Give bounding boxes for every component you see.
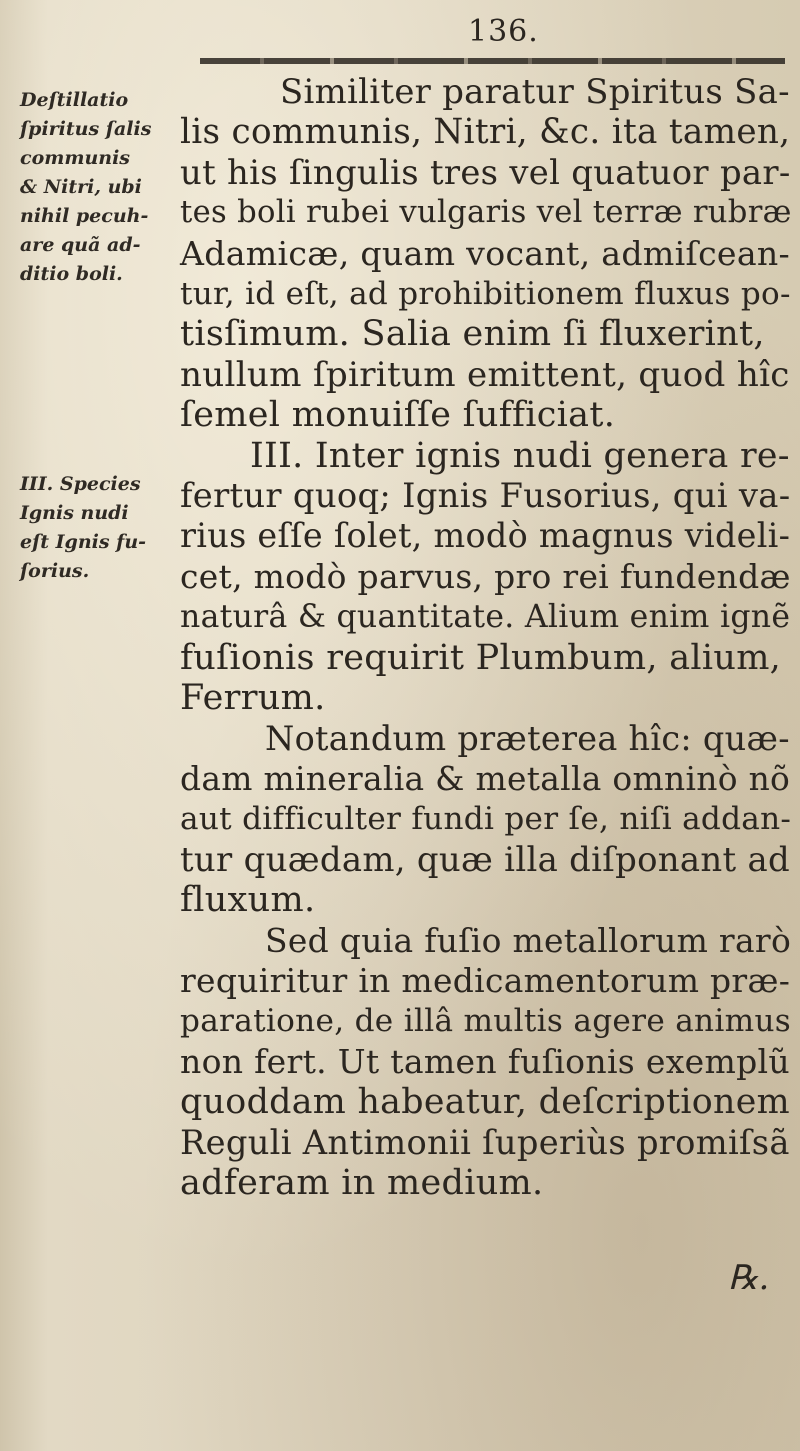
text-line: tur, id eſt, ad prohibitionem fluxus po- — [180, 276, 791, 313]
text-line: nullum ſpiritum emittent, quod hîc — [180, 354, 790, 395]
main-text — [180, 72, 790, 1203]
margin-note-fire-species — [20, 470, 146, 586]
text-line: cet, modò parvus, pro rei fundendæ — [180, 556, 791, 596]
margin-note-line: ſpiritus ſalis — [20, 118, 152, 140]
text-line: lis communis, Nitri, &c. ita tamen, — [180, 112, 791, 153]
text-line: fuſionis requirit Plumbum, alium, — [180, 637, 782, 678]
text-line: tisſimum. Salia enim ſi fluxerint, — [180, 314, 765, 355]
text-line: Notandum præterea hîc: quæ- — [265, 718, 790, 758]
margin-note-line: III. Species — [20, 473, 141, 495]
margin-note-line: are quã ad- — [20, 234, 141, 256]
text-line: paratione, de illâ multis agere animus — [180, 1003, 792, 1040]
margin-note-line: ſorius. — [20, 560, 90, 582]
text-line: adferam in medium. — [180, 1162, 544, 1203]
recipe-mark: ℞. — [728, 1258, 770, 1298]
text-line: Adamicæ, quam vocant, admiſcean- — [180, 233, 791, 273]
text-line: Similiter paratur Spiritus Sa- — [280, 72, 790, 111]
margin-note-line: ditio boli. — [20, 263, 123, 285]
header-rule — [200, 58, 785, 64]
text-line: dam mineralia & metalla omninò nõ — [180, 758, 791, 798]
text-line: requiritur in medicamentorum præ- — [180, 960, 791, 1000]
margin-note-line: communis — [20, 147, 130, 169]
text-line: aut difficulter fundi per ſe, niſi addan- — [180, 801, 792, 838]
text-line: III. Inter ignis nudi genera re- — [250, 435, 790, 476]
text-line: Reguli Antimonii ſuperiùs promiſsã — [180, 1122, 790, 1162]
margin-note-line: & Nitri, ubi — [20, 176, 142, 198]
text-line: fluxum. — [180, 880, 316, 921]
text-line: Sed quia fuſio metallorum rarò — [265, 920, 792, 960]
margin-note-distillation — [20, 86, 151, 289]
text-line: naturâ & quantitate. Alium enim ignẽ — [180, 599, 791, 636]
text-line: tes boli rubei vulgaris vel terræ rubræ — [180, 195, 792, 231]
text-line: ſemel monuiſſe ſufficiat. — [180, 395, 616, 436]
text-line: Ferrum. — [180, 678, 326, 719]
margin-note-line: nihil pecuh- — [20, 205, 149, 227]
margin-note-line: Ignis nudi — [20, 502, 129, 524]
text-line: ut his ſingulis tres vel quatuor par- — [180, 152, 791, 192]
page-number: 136. — [468, 14, 539, 49]
text-line: non fert. Ut tamen fuſionis exemplũ — [180, 1041, 790, 1081]
margin-note-line: eſt Ignis fu- — [20, 531, 147, 553]
text-line: fertur quoq; Ignis Fusorius, qui va- — [180, 476, 791, 516]
text-line: quoddam habeatur, deſcriptionem — [180, 1082, 790, 1123]
text-line: tur quædam, quæ illa diſponant ad — [180, 839, 790, 879]
text-line: rius eſſe ſolet, modò magnus videli- — [180, 516, 791, 556]
margin-note-line: Deſtillatio — [20, 89, 129, 111]
